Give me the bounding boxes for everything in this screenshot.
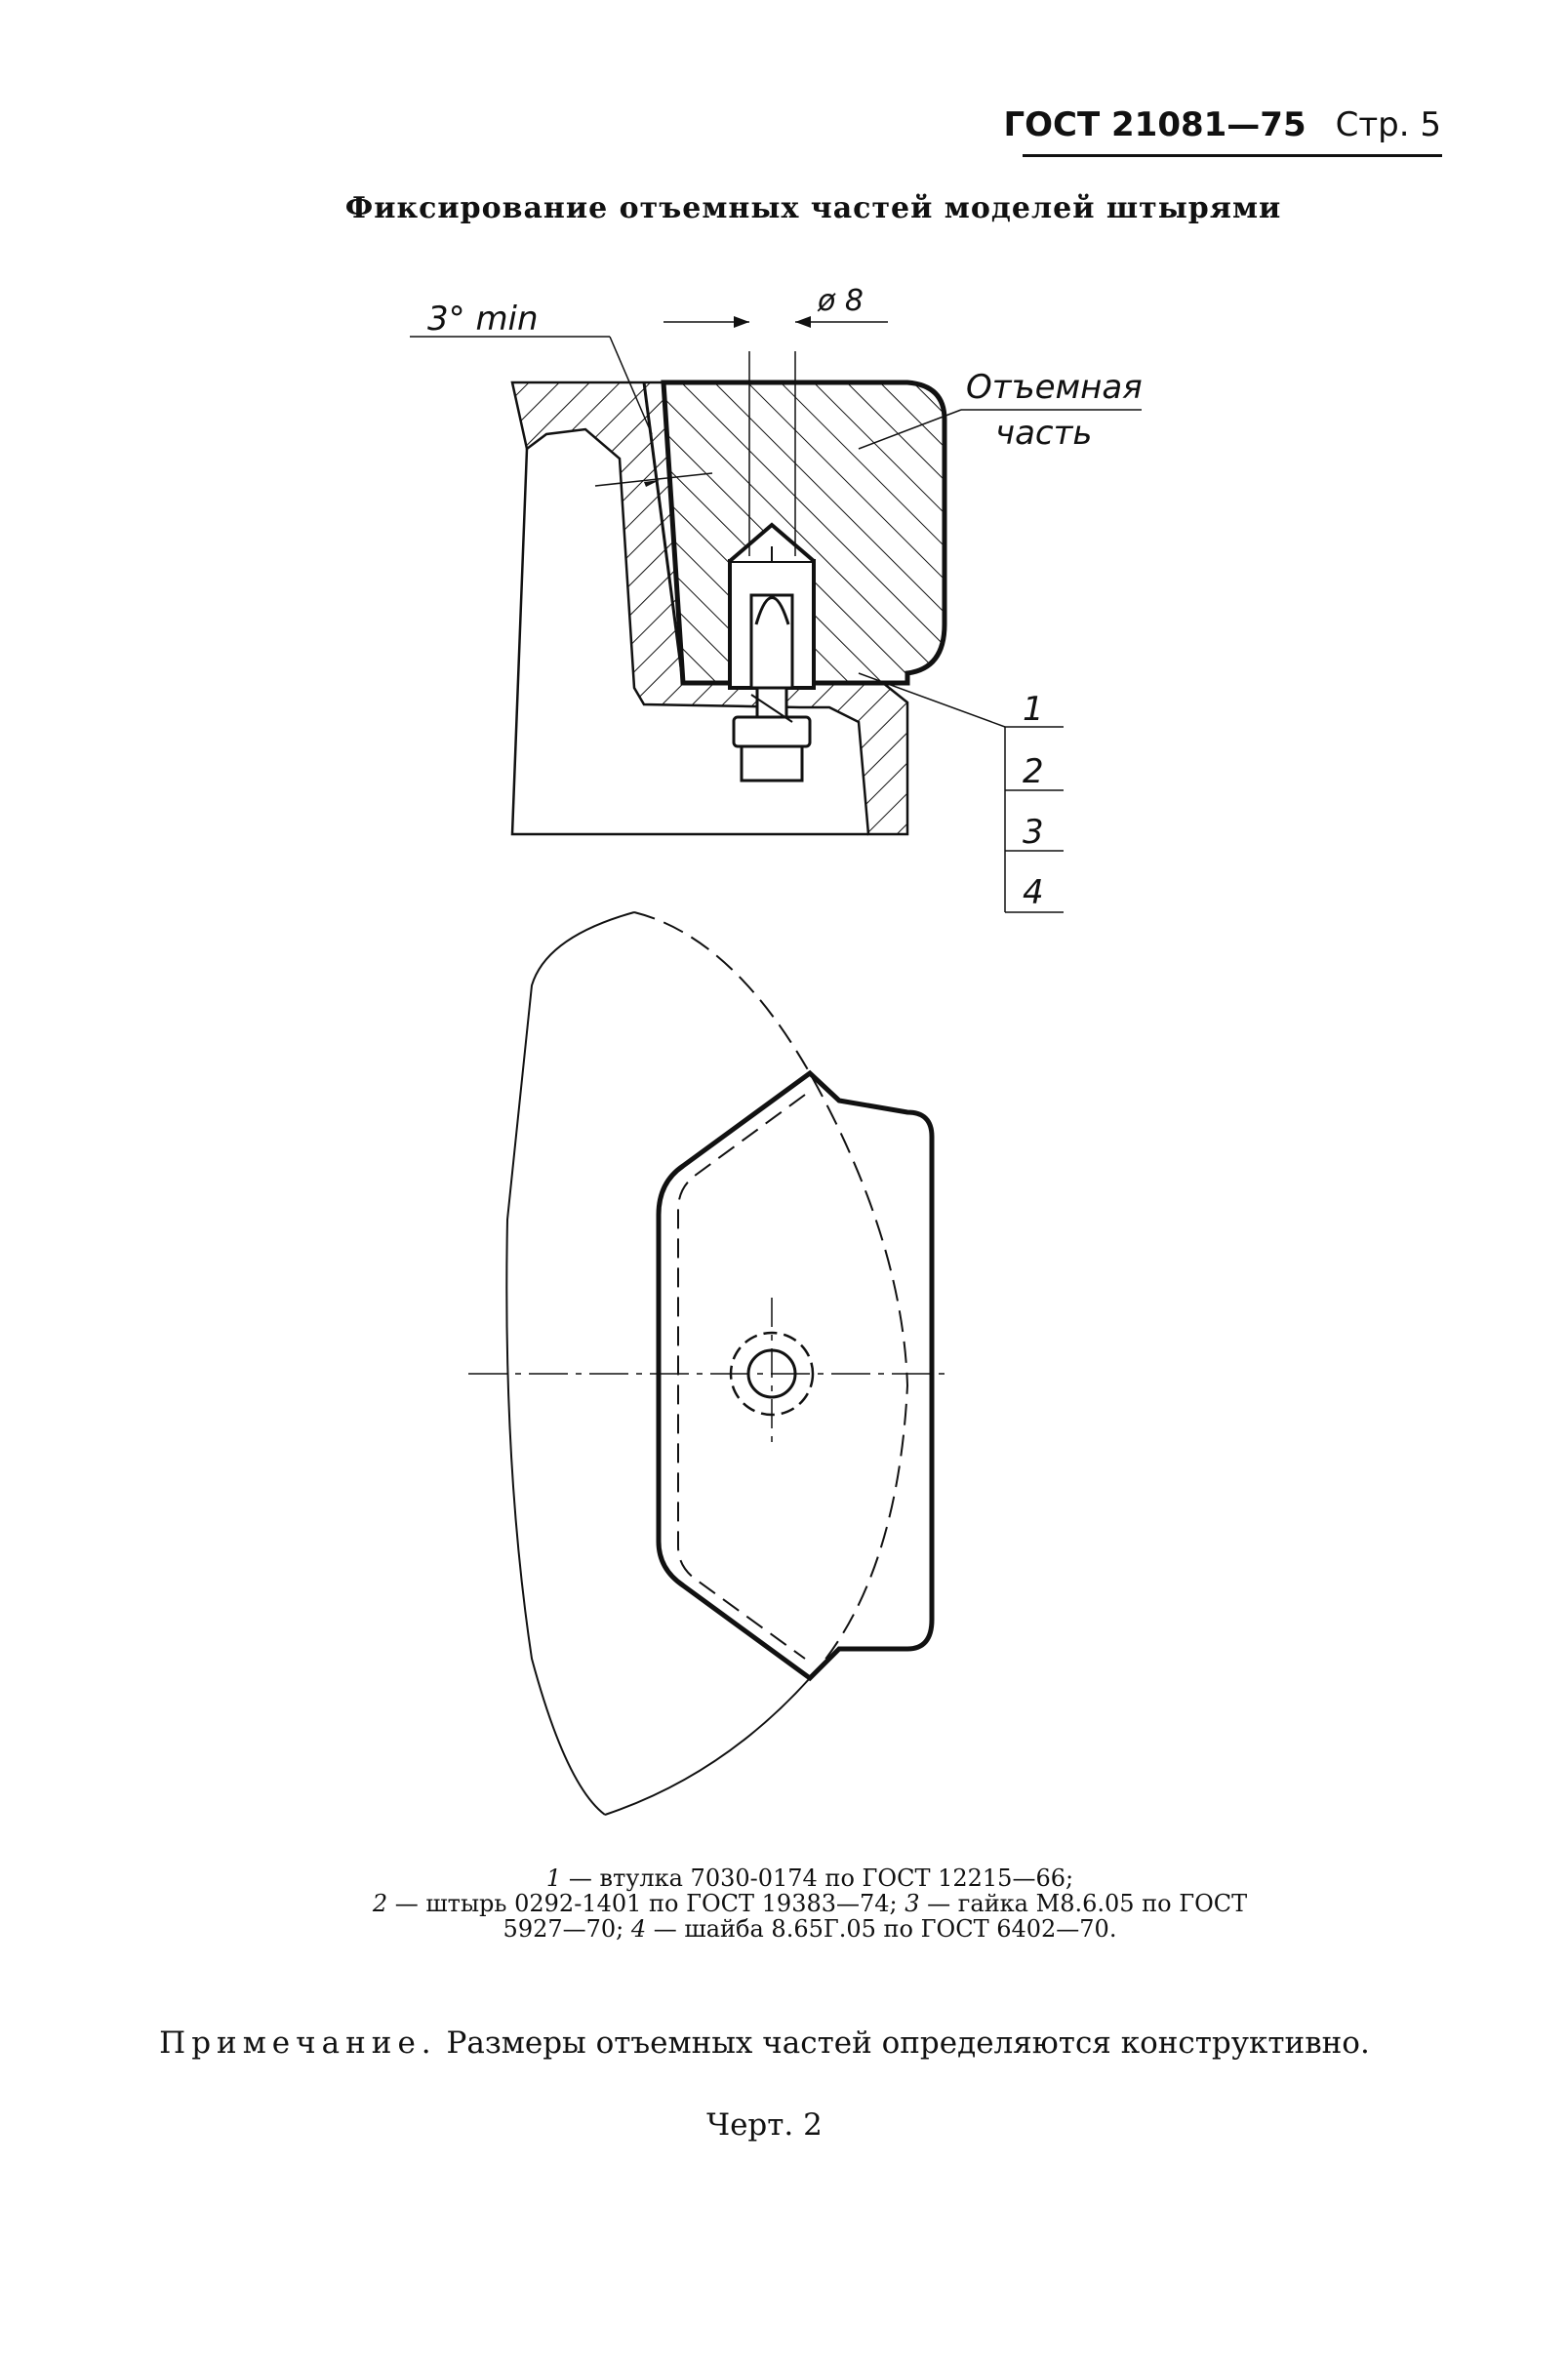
callout-2: 2: [1023, 752, 1044, 791]
part-label-line2: часть: [995, 414, 1093, 453]
legend-num: 2: [372, 1890, 388, 1917]
legend-text: — втулка 7030-0174 по ГОСТ 12215—66;: [561, 1865, 1074, 1892]
legend-text: — штырь 0292-1401 по ГОСТ 19383—74;: [387, 1890, 905, 1917]
part-label-line1: Отъемная: [966, 368, 1143, 407]
callout-1: 1: [1023, 690, 1044, 729]
legend: [371, 1865, 1249, 1942]
section-title: Фиксирование отъемных частей моделей штырями: [344, 191, 1282, 225]
legend-text: — шайба 8.65Г.05 по ГОСТ 6402—70.: [646, 1915, 1117, 1943]
figure-label: Черт. 2: [706, 2107, 823, 2143]
callout-3: 3: [1023, 813, 1044, 852]
standard-number: ГОСТ 21081—75: [1003, 105, 1307, 144]
legend-text: — гайка М8.6.05 по ГОСТ 5927—70;: [503, 1890, 1248, 1943]
plan-view: [468, 912, 946, 1815]
diameter-label: ø 8: [818, 284, 864, 318]
note-lead: Примечание.: [159, 2025, 437, 2061]
legend-num: 3: [905, 1890, 920, 1917]
note-text: Размеры отъемных частей определяются конструктивно.: [436, 2025, 1370, 2061]
legend-num: 4: [630, 1915, 647, 1943]
section-view: [410, 284, 1143, 912]
page-number: Стр. 5: [1335, 105, 1441, 144]
note: [0, 2025, 1568, 2061]
angle-label: 3° min: [427, 300, 539, 339]
callout-4: 4: [1023, 873, 1044, 912]
pin-assembly: [730, 525, 814, 781]
legend-num: 1: [545, 1865, 562, 1892]
